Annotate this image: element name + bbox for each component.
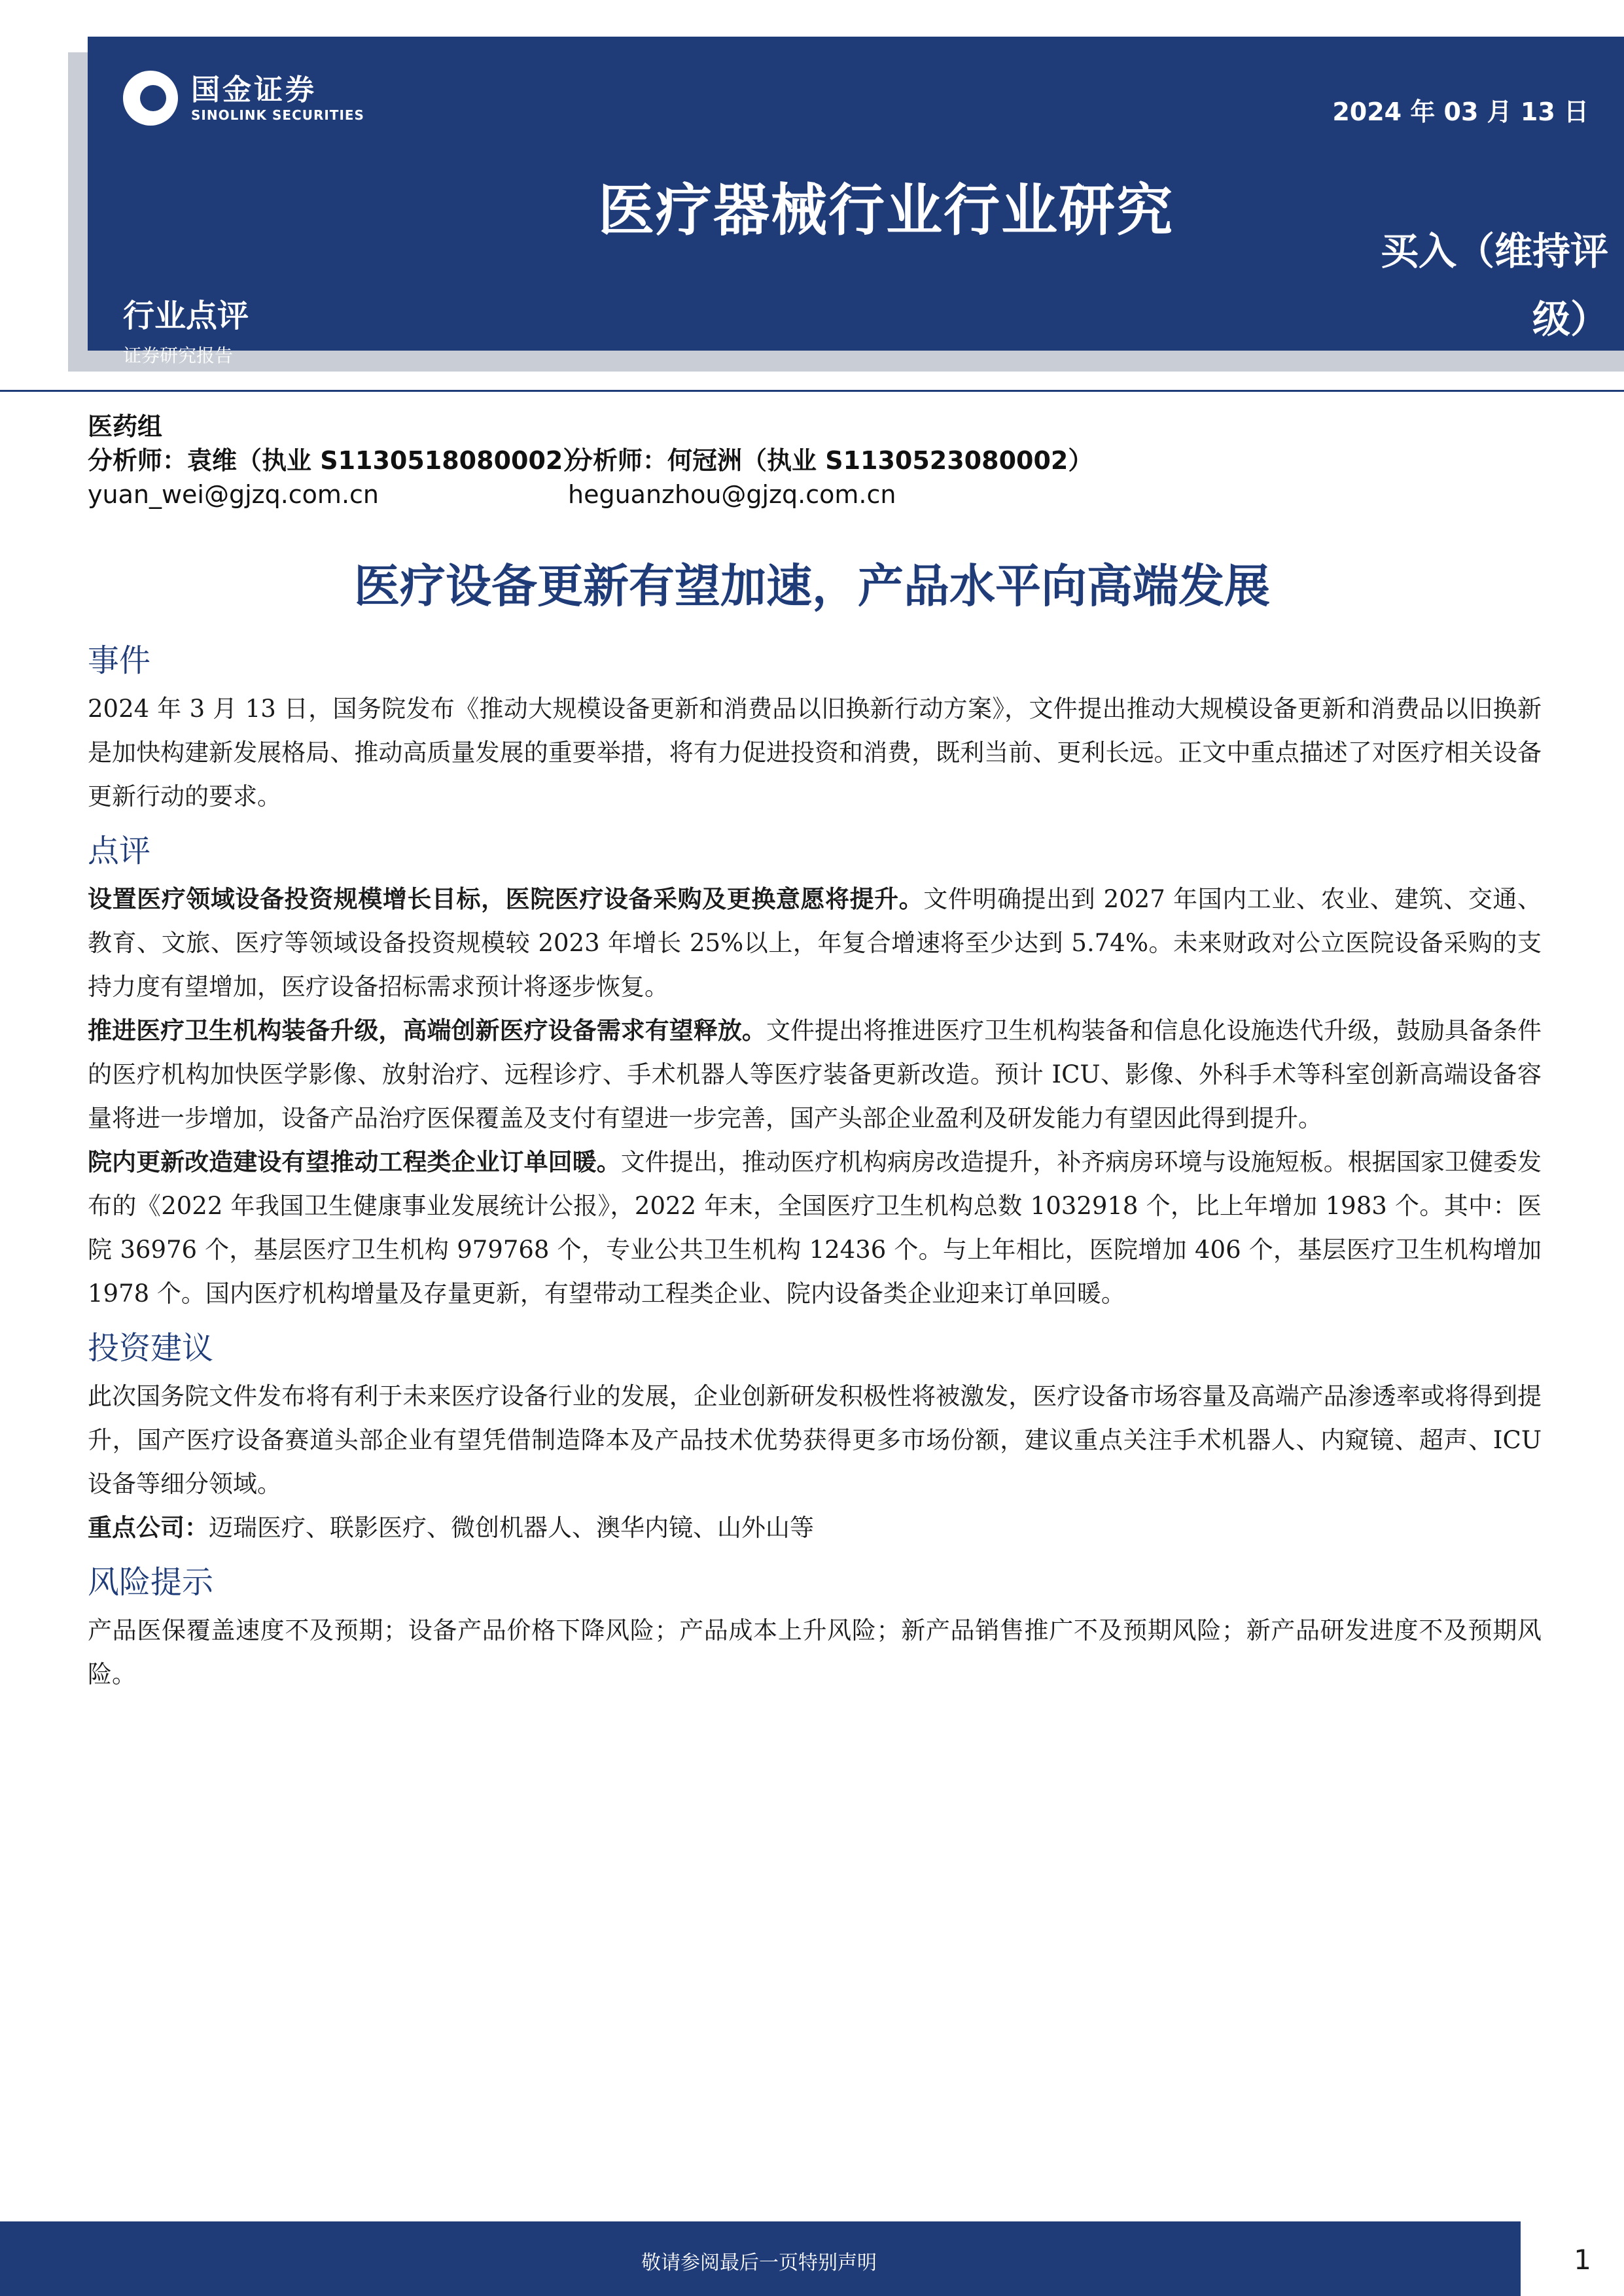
key-companies xyxy=(88,1506,1542,1550)
logo-name-en: SINOLINK SECURITIES xyxy=(191,107,364,123)
section-heading-risk: 风险提示 xyxy=(88,1564,214,1601)
logo-icon xyxy=(123,71,178,126)
rating xyxy=(1360,217,1608,353)
rating-line-1: 买入（维持评 xyxy=(1380,229,1608,273)
company-logo xyxy=(123,71,364,126)
comment-paragraph-2 xyxy=(88,1009,1542,1140)
author-info xyxy=(88,409,588,512)
report-title: 医疗设备更新有望加速，产品水平向高端发展 xyxy=(354,559,1270,613)
section-heading-event: 事件 xyxy=(88,642,151,679)
report-date: 2024 年 03 月 13 日 xyxy=(1332,97,1589,126)
page-number: 1 xyxy=(1574,2244,1591,2276)
report-subtype: 证券研究报告 xyxy=(123,345,234,366)
analyst-1: 分析师：袁维（执业 S1130518080002） xyxy=(88,446,588,475)
report-body xyxy=(88,638,1542,1696)
key-companies-label: 重点公司： xyxy=(88,1514,209,1542)
invest-paragraph: 此次国务院文件发布将有利于未来医疗设备行业的发展，企业创新研发积极性将被激发，医疗设备市场容量及高端产品渗透率或将得到提升，国产医疗设备赛道头部企业有望凭借制造降本及产品技术优势获得更多市场份额，建议重点关注手术机器人、内窥镜、超声、ICU 设备等细分领域。 xyxy=(88,1382,1542,1498)
author-info-2 xyxy=(568,444,1093,512)
logo-name-cn: 国金证券 xyxy=(191,73,317,107)
analyst-2-email: heguanzhou@gjzq.com.cn xyxy=(568,480,896,509)
section-heading-invest: 投资建议 xyxy=(88,1330,214,1366)
divider xyxy=(0,390,1624,392)
event-paragraph: 2024 年 3 月 13 日，国务院发布《推动大规模设备更新和消费品以旧换新行动方案》，文件提出推动大规模设备更新和消费品以旧换新是加快构建新发展格局、推动高质量发展的重要举措，将有力促进投资和消费，既利当前、更利长远。正文中重点描述了对医疗相关设备更新行动的要求。 xyxy=(88,695,1542,810)
paragraph-lead: 院内更新改造建设有望推动工程类企业订单回暖。 xyxy=(88,1148,621,1176)
rating-line-2: 级） xyxy=(1532,297,1608,341)
paragraph-text: 文件提出将推进医疗卫生机构装备和信息化设施迭代升级，鼓励具备条件的医疗机构加快医学影像、放射治疗、远程诊疗、手术机器人等医疗装备更新改造。预计 ICU、影像、外科手术等科室创新高端设备容量将进一步增加，设备产品治疗医保覆盖及支付有望进一步完善，国产头部企业盈利及研发能力有望因此得到提升。 xyxy=(88,1017,1542,1132)
paragraph-lead: 推进医疗卫生机构装备升级，高端创新医疗设备需求有望释放。 xyxy=(88,1017,766,1045)
paragraph-text: 文件提出，推动医疗机构病房改造提升，补齐病房环境与设施短板。根据国家卫健委发布的《2022 年我国卫生健康事业发展统计公报》，2022 年末，全国医疗卫生机构总数 1032918 个，比上年增加 1983 个。其中：医院 36976 个，基层医疗卫生机构 979768 个，专业公共卫生机构 12436 个。与上年相比，医院增加 406 个，基层医疗卫生机构增加 1978 个。国内医疗机构增量及存量更新，有望带动工程类企业、院内设备类企业迎来订单回暖。 xyxy=(88,1148,1542,1308)
disclaimer-notice: 敬请参阅最后一页特别声明 xyxy=(641,2252,877,2274)
report-header xyxy=(88,37,1624,366)
risk-paragraph: 产品医保覆盖速度不及预期；设备产品价格下降风险；产品成本上升风险；新产品销售推广不及预期风险；新产品研发进度不及预期风险。 xyxy=(88,1616,1542,1688)
page-footer xyxy=(0,2221,1624,2296)
report-type: 行业点评 xyxy=(123,298,249,334)
page-number-box xyxy=(1521,2221,1624,2296)
comment-paragraph-1 xyxy=(88,877,1542,1009)
research-group: 医药组 xyxy=(88,412,163,441)
key-companies-list: 迈瑞医疗、联影医疗、微创机器人、澳华内镜、山外山等 xyxy=(209,1514,814,1542)
analyst-1-email: yuan_wei@gjzq.com.cn xyxy=(88,480,379,509)
paragraph-lead: 设置医疗领域设备投资规模增长目标，医院医疗设备采购及更换意愿将提升。 xyxy=(88,885,924,913)
section-heading-comment: 点评 xyxy=(88,833,151,869)
industry-title: 医疗器械行业行业研究 xyxy=(598,178,1174,243)
comment-paragraph-3 xyxy=(88,1140,1542,1315)
analyst-2: 分析师：何冠洲（执业 S1130523080002） xyxy=(568,446,1093,475)
paragraph-text: 文件明确提出到 2027 年国内工业、农业、建筑、交通、教育、文旅、医疗等领域设备投资规模较 2023 年增长 25%以上，年复合增速将至少达到 5.74%。未来财政对公立医院设备采购的支持力度有望增加，医疗设备招标需求预计将逐步恢复。 xyxy=(88,885,1542,1001)
